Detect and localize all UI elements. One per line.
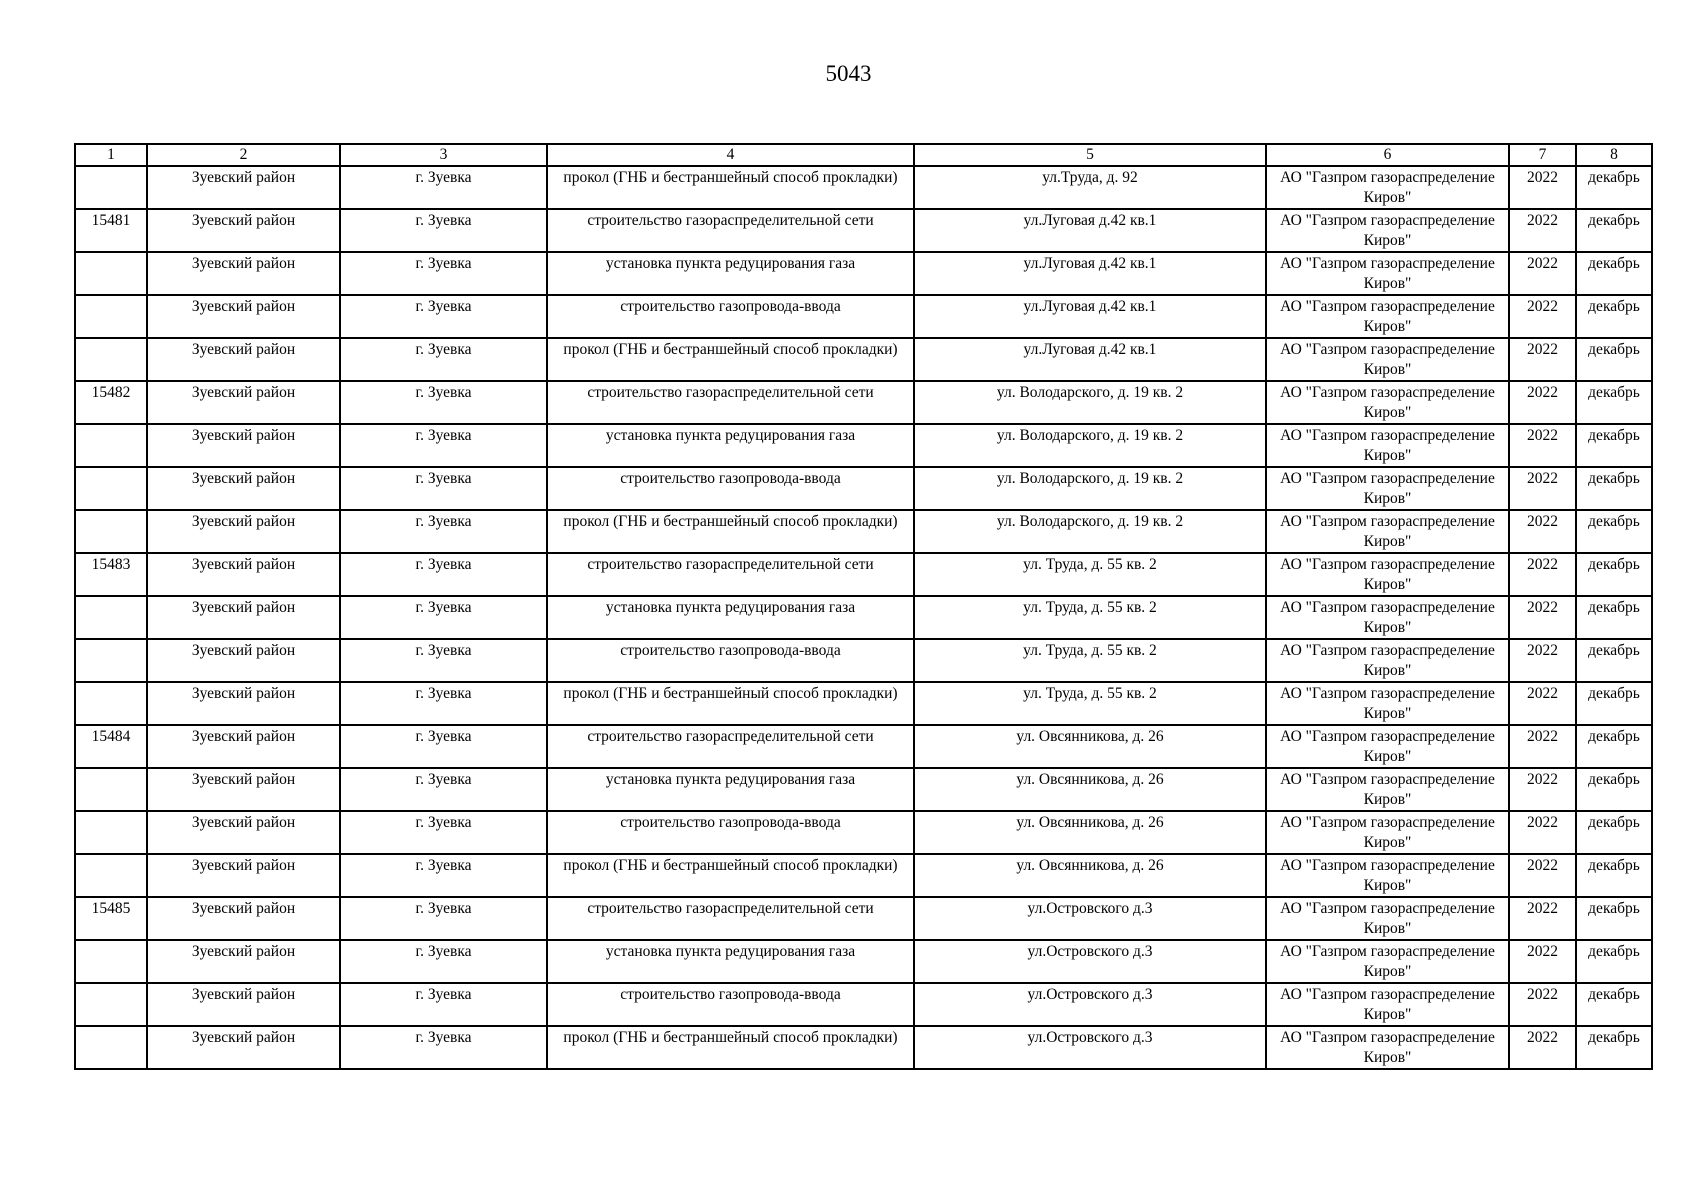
cell-address: ул.Островского д.3 bbox=[914, 897, 1266, 940]
cell-number: 15483 bbox=[75, 553, 147, 596]
cell-locality: г. Зуевка bbox=[340, 295, 547, 338]
cell-work-type: установка пункта редуцирования газа bbox=[547, 940, 914, 983]
cell-district: Зуевский район bbox=[147, 768, 340, 811]
cell-year: 2022 bbox=[1509, 1026, 1576, 1069]
cell-work-type: прокол (ГНБ и бестраншейный способ прокладки) bbox=[547, 682, 914, 725]
cell-year: 2022 bbox=[1509, 209, 1576, 252]
header-col-5: 5 bbox=[914, 144, 1266, 166]
cell-number bbox=[75, 983, 147, 1026]
cell-address: ул.Островского д.3 bbox=[914, 940, 1266, 983]
table-row bbox=[75, 424, 1652, 467]
cell-locality: г. Зуевка bbox=[340, 596, 547, 639]
cell-organization: АО "Газпром газораспределение Киров" bbox=[1266, 725, 1509, 768]
cell-number: 15481 bbox=[75, 209, 147, 252]
cell-locality: г. Зуевка bbox=[340, 897, 547, 940]
cell-year: 2022 bbox=[1509, 811, 1576, 854]
cell-address: ул. Труда, д. 55 кв. 2 bbox=[914, 553, 1266, 596]
cell-district: Зуевский район bbox=[147, 596, 340, 639]
cell-number: 15485 bbox=[75, 897, 147, 940]
cell-number: 15482 bbox=[75, 381, 147, 424]
cell-address: ул. Володарского, д. 19 кв. 2 bbox=[914, 424, 1266, 467]
table-row bbox=[75, 209, 1652, 252]
cell-year: 2022 bbox=[1509, 639, 1576, 682]
cell-work-type: установка пункта редуцирования газа bbox=[547, 596, 914, 639]
cell-month: декабрь bbox=[1576, 209, 1652, 252]
header-col-4: 4 bbox=[547, 144, 914, 166]
cell-month: декабрь bbox=[1576, 811, 1652, 854]
cell-month: декабрь bbox=[1576, 338, 1652, 381]
table-row bbox=[75, 811, 1652, 854]
cell-organization: АО "Газпром газораспределение Киров" bbox=[1266, 983, 1509, 1026]
cell-locality: г. Зуевка bbox=[340, 725, 547, 768]
cell-address: ул. Овсянникова, д. 26 bbox=[914, 854, 1266, 897]
cell-number bbox=[75, 682, 147, 725]
table-row bbox=[75, 596, 1652, 639]
cell-month: декабрь bbox=[1576, 854, 1652, 897]
table-body bbox=[75, 166, 1652, 1069]
cell-month: декабрь bbox=[1576, 768, 1652, 811]
cell-district: Зуевский район bbox=[147, 166, 340, 209]
cell-organization: АО "Газпром газораспределение Киров" bbox=[1266, 940, 1509, 983]
cell-number bbox=[75, 510, 147, 553]
cell-month: декабрь bbox=[1576, 295, 1652, 338]
cell-organization: АО "Газпром газораспределение Киров" bbox=[1266, 467, 1509, 510]
cell-district: Зуевский район bbox=[147, 639, 340, 682]
cell-address: ул. Володарского, д. 19 кв. 2 bbox=[914, 381, 1266, 424]
cell-district: Зуевский район bbox=[147, 1026, 340, 1069]
cell-organization: АО "Газпром газораспределение Киров" bbox=[1266, 596, 1509, 639]
cell-work-type: установка пункта редуцирования газа bbox=[547, 424, 914, 467]
cell-year: 2022 bbox=[1509, 768, 1576, 811]
cell-number: 15484 bbox=[75, 725, 147, 768]
cell-locality: г. Зуевка bbox=[340, 768, 547, 811]
table-row bbox=[75, 252, 1652, 295]
cell-year: 2022 bbox=[1509, 467, 1576, 510]
cell-address: ул. Труда, д. 55 кв. 2 bbox=[914, 639, 1266, 682]
cell-organization: АО "Газпром газораспределение Киров" bbox=[1266, 166, 1509, 209]
cell-locality: г. Зуевка bbox=[340, 467, 547, 510]
cell-month: декабрь bbox=[1576, 381, 1652, 424]
table-row bbox=[75, 768, 1652, 811]
cell-locality: г. Зуевка bbox=[340, 209, 547, 252]
cell-address: ул.Труда, д. 92 bbox=[914, 166, 1266, 209]
cell-month: декабрь bbox=[1576, 424, 1652, 467]
table-row bbox=[75, 166, 1652, 209]
cell-year: 2022 bbox=[1509, 381, 1576, 424]
cell-work-type: строительство газопровода-ввода bbox=[547, 983, 914, 1026]
cell-organization: АО "Газпром газораспределение Киров" bbox=[1266, 381, 1509, 424]
cell-locality: г. Зуевка bbox=[340, 252, 547, 295]
header-col-1: 1 bbox=[75, 144, 147, 166]
cell-month: декабрь bbox=[1576, 553, 1652, 596]
cell-district: Зуевский район bbox=[147, 811, 340, 854]
cell-address: ул. Труда, д. 55 кв. 2 bbox=[914, 596, 1266, 639]
cell-year: 2022 bbox=[1509, 166, 1576, 209]
cell-year: 2022 bbox=[1509, 424, 1576, 467]
cell-year: 2022 bbox=[1509, 553, 1576, 596]
cell-district: Зуевский район bbox=[147, 682, 340, 725]
cell-year: 2022 bbox=[1509, 897, 1576, 940]
cell-district: Зуевский район bbox=[147, 940, 340, 983]
cell-number bbox=[75, 1026, 147, 1069]
cell-district: Зуевский район bbox=[147, 295, 340, 338]
table-row bbox=[75, 940, 1652, 983]
cell-number bbox=[75, 811, 147, 854]
cell-year: 2022 bbox=[1509, 510, 1576, 553]
cell-locality: г. Зуевка bbox=[340, 338, 547, 381]
register-table bbox=[74, 143, 1653, 1070]
cell-organization: АО "Газпром газораспределение Киров" bbox=[1266, 1026, 1509, 1069]
cell-work-type: установка пункта редуцирования газа bbox=[547, 768, 914, 811]
cell-number bbox=[75, 639, 147, 682]
cell-locality: г. Зуевка bbox=[340, 553, 547, 596]
cell-work-type: строительство газопровода-ввода bbox=[547, 811, 914, 854]
cell-organization: АО "Газпром газораспределение Киров" bbox=[1266, 811, 1509, 854]
cell-work-type: прокол (ГНБ и бестраншейный способ прокладки) bbox=[547, 166, 914, 209]
cell-organization: АО "Газпром газораспределение Киров" bbox=[1266, 768, 1509, 811]
cell-year: 2022 bbox=[1509, 252, 1576, 295]
cell-number bbox=[75, 252, 147, 295]
cell-month: декабрь bbox=[1576, 639, 1652, 682]
table-row bbox=[75, 897, 1652, 940]
cell-organization: АО "Газпром газораспределение Киров" bbox=[1266, 854, 1509, 897]
table-row bbox=[75, 639, 1652, 682]
cell-district: Зуевский район bbox=[147, 424, 340, 467]
cell-district: Зуевский район bbox=[147, 897, 340, 940]
cell-year: 2022 bbox=[1509, 338, 1576, 381]
cell-number bbox=[75, 854, 147, 897]
cell-district: Зуевский район bbox=[147, 338, 340, 381]
cell-number bbox=[75, 596, 147, 639]
cell-locality: г. Зуевка bbox=[340, 1026, 547, 1069]
cell-district: Зуевский район bbox=[147, 725, 340, 768]
header-col-2: 2 bbox=[147, 144, 340, 166]
cell-year: 2022 bbox=[1509, 682, 1576, 725]
cell-district: Зуевский район bbox=[147, 983, 340, 1026]
header-col-6: 6 bbox=[1266, 144, 1509, 166]
cell-month: декабрь bbox=[1576, 940, 1652, 983]
cell-district: Зуевский район bbox=[147, 854, 340, 897]
table-row bbox=[75, 854, 1652, 897]
cell-organization: АО "Газпром газораспределение Киров" bbox=[1266, 510, 1509, 553]
table-row bbox=[75, 725, 1652, 768]
cell-district: Зуевский район bbox=[147, 381, 340, 424]
cell-year: 2022 bbox=[1509, 854, 1576, 897]
cell-month: декабрь bbox=[1576, 725, 1652, 768]
cell-organization: АО "Газпром газораспределение Киров" bbox=[1266, 553, 1509, 596]
cell-organization: АО "Газпром газораспределение Киров" bbox=[1266, 209, 1509, 252]
cell-organization: АО "Газпром газораспределение Киров" bbox=[1266, 338, 1509, 381]
cell-address: ул.Островского д.3 bbox=[914, 983, 1266, 1026]
cell-month: декабрь bbox=[1576, 510, 1652, 553]
cell-work-type: строительство газопровода-ввода bbox=[547, 639, 914, 682]
cell-locality: г. Зуевка bbox=[340, 811, 547, 854]
cell-address: ул. Овсянникова, д. 26 bbox=[914, 811, 1266, 854]
cell-year: 2022 bbox=[1509, 295, 1576, 338]
cell-number bbox=[75, 768, 147, 811]
cell-address: ул.Луговая д.42 кв.1 bbox=[914, 252, 1266, 295]
cell-work-type: строительство газораспределительной сети bbox=[547, 725, 914, 768]
cell-work-type: установка пункта редуцирования газа bbox=[547, 252, 914, 295]
cell-organization: АО "Газпром газораспределение Киров" bbox=[1266, 639, 1509, 682]
header-col-8: 8 bbox=[1576, 144, 1652, 166]
cell-work-type: строительство газораспределительной сети bbox=[547, 897, 914, 940]
cell-address: ул.Луговая д.42 кв.1 bbox=[914, 338, 1266, 381]
cell-number bbox=[75, 295, 147, 338]
cell-work-type: прокол (ГНБ и бестраншейный способ прокладки) bbox=[547, 510, 914, 553]
cell-year: 2022 bbox=[1509, 596, 1576, 639]
cell-locality: г. Зуевка bbox=[340, 854, 547, 897]
cell-organization: АО "Газпром газораспределение Киров" bbox=[1266, 252, 1509, 295]
cell-month: декабрь bbox=[1576, 467, 1652, 510]
cell-work-type: строительство газораспределительной сети bbox=[547, 381, 914, 424]
cell-organization: АО "Газпром газораспределение Киров" bbox=[1266, 424, 1509, 467]
cell-address: ул.Луговая д.42 кв.1 bbox=[914, 209, 1266, 252]
cell-month: декабрь bbox=[1576, 596, 1652, 639]
cell-work-type: строительство газораспределительной сети bbox=[547, 209, 914, 252]
cell-organization: АО "Газпром газораспределение Киров" bbox=[1266, 682, 1509, 725]
cell-locality: г. Зуевка bbox=[340, 166, 547, 209]
table-row bbox=[75, 295, 1652, 338]
cell-work-type: строительство газопровода-ввода bbox=[547, 295, 914, 338]
cell-number bbox=[75, 424, 147, 467]
cell-number bbox=[75, 166, 147, 209]
cell-locality: г. Зуевка bbox=[340, 983, 547, 1026]
cell-district: Зуевский район bbox=[147, 252, 340, 295]
cell-month: декабрь bbox=[1576, 897, 1652, 940]
cell-work-type: прокол (ГНБ и бестраншейный способ прокладки) bbox=[547, 1026, 914, 1069]
cell-year: 2022 bbox=[1509, 940, 1576, 983]
cell-number bbox=[75, 338, 147, 381]
cell-address: ул. Труда, д. 55 кв. 2 bbox=[914, 682, 1266, 725]
cell-month: декабрь bbox=[1576, 1026, 1652, 1069]
cell-district: Зуевский район bbox=[147, 209, 340, 252]
table-row bbox=[75, 553, 1652, 596]
page-number: 5043 bbox=[825, 61, 872, 86]
cell-month: декабрь bbox=[1576, 682, 1652, 725]
cell-address: ул.Островского д.3 bbox=[914, 1026, 1266, 1069]
table-row bbox=[75, 510, 1652, 553]
cell-address: ул.Луговая д.42 кв.1 bbox=[914, 295, 1266, 338]
table-row bbox=[75, 381, 1652, 424]
cell-district: Зуевский район bbox=[147, 510, 340, 553]
table-row bbox=[75, 1026, 1652, 1069]
cell-district: Зуевский район bbox=[147, 553, 340, 596]
table-row bbox=[75, 983, 1652, 1026]
cell-number bbox=[75, 467, 147, 510]
header-col-3: 3 bbox=[340, 144, 547, 166]
header-col-7: 7 bbox=[1509, 144, 1576, 166]
cell-year: 2022 bbox=[1509, 983, 1576, 1026]
cell-locality: г. Зуевка bbox=[340, 510, 547, 553]
cell-district: Зуевский район bbox=[147, 467, 340, 510]
cell-locality: г. Зуевка bbox=[340, 940, 547, 983]
cell-work-type: прокол (ГНБ и бестраншейный способ прокладки) bbox=[547, 854, 914, 897]
table-header bbox=[75, 144, 1652, 166]
cell-locality: г. Зуевка bbox=[340, 639, 547, 682]
cell-work-type: прокол (ГНБ и бестраншейный способ прокладки) bbox=[547, 338, 914, 381]
cell-month: декабрь bbox=[1576, 252, 1652, 295]
cell-locality: г. Зуевка bbox=[340, 424, 547, 467]
cell-address: ул. Володарского, д. 19 кв. 2 bbox=[914, 510, 1266, 553]
cell-organization: АО "Газпром газораспределение Киров" bbox=[1266, 897, 1509, 940]
cell-organization: АО "Газпром газораспределение Киров" bbox=[1266, 295, 1509, 338]
cell-month: декабрь bbox=[1576, 983, 1652, 1026]
cell-year: 2022 bbox=[1509, 725, 1576, 768]
table-row bbox=[75, 338, 1652, 381]
cell-number bbox=[75, 940, 147, 983]
header-row bbox=[75, 144, 1652, 166]
cell-work-type: строительство газопровода-ввода bbox=[547, 467, 914, 510]
cell-address: ул. Овсянникова, д. 26 bbox=[914, 768, 1266, 811]
cell-work-type: строительство газораспределительной сети bbox=[547, 553, 914, 596]
table-row bbox=[75, 467, 1652, 510]
cell-locality: г. Зуевка bbox=[340, 381, 547, 424]
cell-month: декабрь bbox=[1576, 166, 1652, 209]
cell-locality: г. Зуевка bbox=[340, 682, 547, 725]
cell-address: ул. Овсянникова, д. 26 bbox=[914, 725, 1266, 768]
cell-address: ул. Володарского, д. 19 кв. 2 bbox=[914, 467, 1266, 510]
table-row bbox=[75, 682, 1652, 725]
